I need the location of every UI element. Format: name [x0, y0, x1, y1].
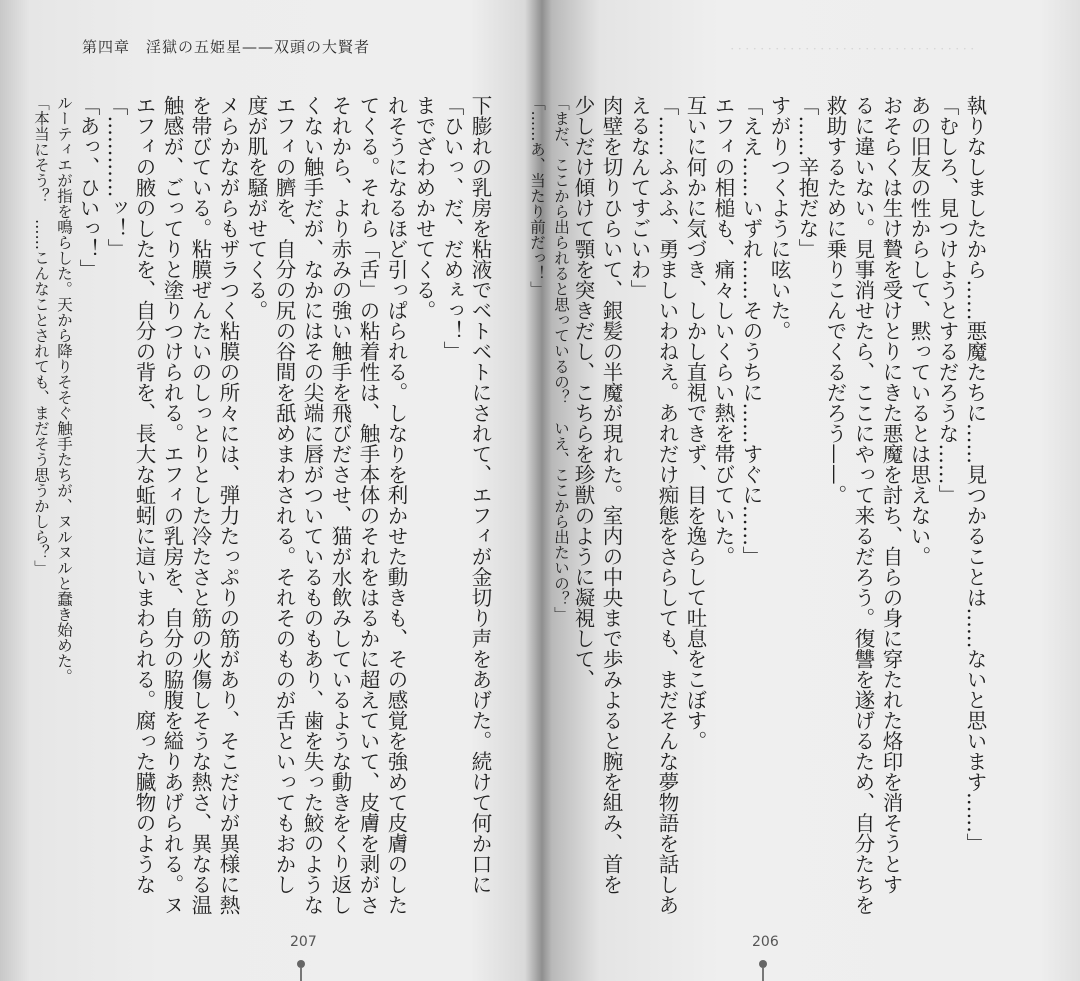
page-number: 206 [752, 934, 779, 950]
text-line: 執りなしましたから……悪魔たちに……見つかることは……ないと思います……」 [963, 95, 987, 854]
text-line: 度が肌を騒がせてくる。 [244, 95, 268, 321]
text-line: 「本当にそう？ ……こんなことされても、まだそう思うかしら？」 [32, 95, 50, 576]
text-line: 「ひいっ、だ、だめぇっ！」 [440, 95, 464, 362]
text-line: てくる。それら「舌」の粘着性は、触手本体のそれをはるかに超えていて、皮膚を剥がさ [356, 95, 380, 915]
text-line: おそらくは生け贄を受けとりにきた悪魔を討ち、自らの身に穿たれた烙印を消そうとす [879, 95, 903, 895]
text-line: 肉壁を切りひらいて、銀髪の半魔が現れた。室内の中央まで歩みよると腕を組み、首を [599, 95, 623, 895]
text-line: 互いに何かに気づき、しかし直視できず、目を逸らして吐息をこぼす。 [683, 95, 707, 751]
text-line: ルーティエが指を鳴らした。天から降りそそぐ触手たちが、ヌルヌルと蠢き始めた。 [55, 95, 73, 684]
text-line: 「…………ッ！」 [104, 95, 128, 259]
text-line: それから、より赤みの強い触手を飛びださせ、猫が水飲みしているような動きをくり返し [328, 95, 352, 915]
text-line: 「まだ、ここから出られると思っているの？ いえ、ここから出たいの？」 [552, 95, 570, 622]
text-line: 触感が、ごってりと塗りつけられる。エフィの乳房を、自分の脇腹を縊りあげられる。ヌ [160, 95, 184, 915]
text-line: 「……あ、当たり前だっ！」 [528, 95, 546, 297]
text-line: 「ええ……いずれ……そのうちに……すぐに……」 [739, 95, 763, 567]
text-line: 「むしろ、見つけようとするだろうな……」 [935, 95, 959, 505]
text-line: を帯びている。粘膜ぜんたいのしっとりとした冷たさと筋の火傷しそうな熱さ、異なる温 [188, 95, 212, 915]
text-line: 救助するために乗りこんでくるだろう——。 [823, 95, 847, 505]
text-line: までざわめかせてくる。 [412, 95, 436, 321]
text-line: 「……ふふふ、勇ましいわねえ。あれだけ痴態をさらしても、まだそんな夢物語を話しあ [655, 95, 679, 915]
text-line: すがりつくように呟いた。 [767, 95, 791, 341]
text-line: 下膨れの乳房を粘液でベトベトにされて、エフィが金切り声をあげた。続けて何か口に [468, 95, 492, 895]
text-line: えるなんてすごいわ」 [627, 95, 651, 300]
text-line: 少しだけ傾けて顎を突きだし、こちらを珍獣のように凝視して、 [571, 95, 595, 690]
page-marker-icon [759, 960, 767, 968]
text-line: エフィの相槌も、痛々しいくらい熱を帯びていた。 [711, 95, 735, 567]
text-line: エフィの臍を、自分の尻の谷間を舐めまわされる。それそのものが舌といってもおかし [272, 95, 296, 895]
text-line: あの旧友の性からして、黙っているとは思えない。 [907, 95, 931, 567]
text-line: メらかながらもザラつく粘膜の所々には、弾力たっぷりの筋があり、そこだけが異様に熱 [216, 95, 240, 915]
text-line: くない触手だが、なかにはその尖端に唇がついているものもあり、歯を失った鮫のような [300, 95, 324, 915]
text-line: るに違いない。見事消せたら、ここにやって来るだろう。復讐を遂げるため、自分たちを [851, 95, 875, 915]
text-line: 「あっ、ひいっ！」 [76, 95, 100, 280]
text-line: 「……辛抱だな」 [795, 95, 819, 259]
text-line: エフィの腋のしたを、自分の背を、長大な蚯蚓に這いまわられる。腐った臓物のような [132, 95, 156, 895]
page-number: 207 [290, 934, 317, 950]
text-line: れそうになるほど引っぱられる。しなりを利かせた動きも、その感覚を強めて皮膚のした [384, 95, 408, 915]
right-page [528, 0, 1080, 981]
running-head: 第四章 淫獄の五姫星——双頭の大賢者 [82, 38, 371, 56]
faint-running-head: ･････････････････････････････････ [730, 45, 978, 52]
page-marker-icon [297, 960, 305, 968]
